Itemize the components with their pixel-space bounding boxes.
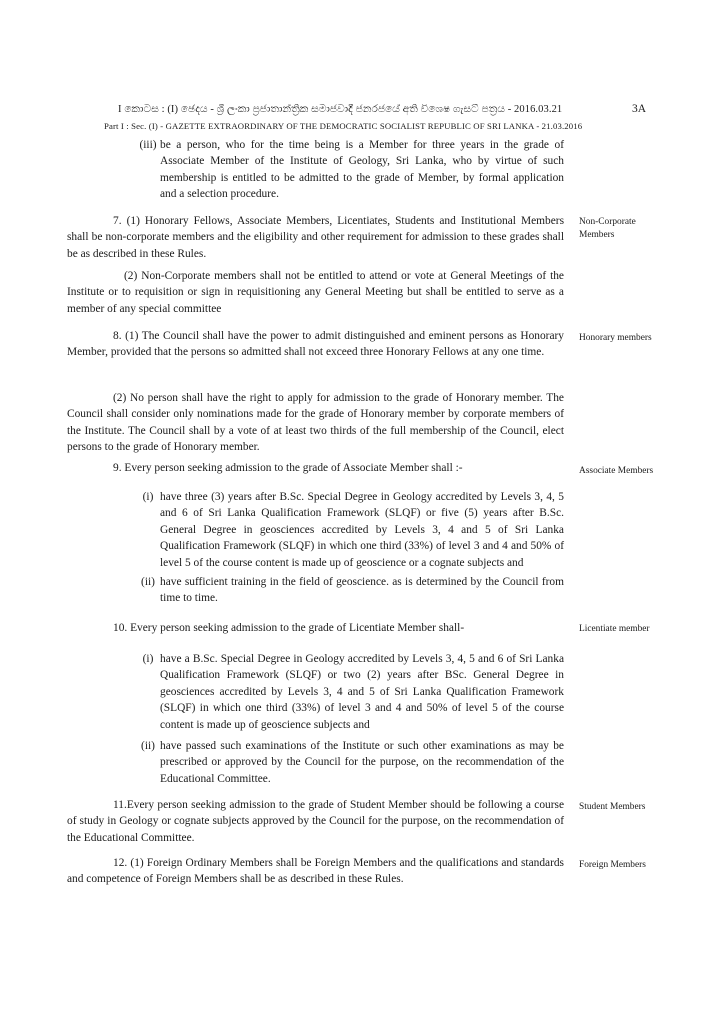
list-item-number: (ii) <box>141 576 155 588</box>
clause-7-paragraph-2: (2) Non-Corporate members shall not be entitled to attend or vote at General Meetings of the Institute or to requisition or sign in requisitioning any General Meeting but shall be entitled to serve as a member of any special committee <box>67 270 564 315</box>
list-item-ii <box>135 738 564 787</box>
list-item-ii <box>135 574 564 607</box>
header-sinhala-line: I කොටස : (I) ඡෙදය - ශ්‍රී ලංකා ප්‍රජාතාන්ත්‍රික සමාජවාදී ජනරජයේ අති විශෙෂ ගැසට් පත්‍රය - 2016.03.21 <box>118 104 563 115</box>
list-item-text: be a person, who for the time being is a Member for three years in the grade of Associate Member of the Institute of Geology, Sri Lanka, who by virtue of such membership is entitled to be admitted to the grade of Member, by formal application and a selection procedure. <box>160 139 564 201</box>
list-item-text: have a B.Sc. Special Degree in Geology accredited by Levels 3, 4, 5 and 6 of Sri Lanka Qualification Framework (SLQF) or two (2) years after BSc. General Degree in geosciences accredited by Levels 3, 4 and 5 of Sri Lanka Qualification Framework (SLQF) in which one third (33%) of level 3 and 4 and 50% of level 5 of the course content is made up of geoscience subjects and <box>160 653 564 731</box>
list-item-text: have passed such examinations of the Institute or such other examinations as may be prescribed or approved by the Council for the purpose, on the recommendation of the Educational Committee. <box>160 740 564 785</box>
margin-note-honorary: Honorary members <box>579 333 652 343</box>
margin-note-student: Student Members <box>579 802 646 812</box>
margin-note-line: Non-Corporate <box>579 217 636 227</box>
list-item-number: (i) <box>142 491 154 503</box>
margin-note-associate: Associate Members <box>579 466 654 476</box>
page-number: 3A <box>632 103 647 115</box>
list-item-number: (ii) <box>141 740 155 752</box>
margin-note-non-corporate <box>579 216 689 241</box>
clause-9-intro: 9. Every person seeking admission to the grade of Associate Member shall :- <box>113 462 463 474</box>
clause-7-paragraph-1: 7. (1) Honorary Fellows, Associate Members, Licentiates, Students and Institutional Members shall be non-corporate members and the eligibility and other requirement for admission to these grades shall be as described in these Rules. <box>67 215 564 260</box>
margin-note-foreign: Foreign Members <box>579 860 646 870</box>
clause-8-paragraph-1: 8. (1) The Council shall have the power to admit distinguished and eminent persons as Honorary Member, provided that the persons so admitted shall not exceed three Honorary Fellows at any one time. <box>67 330 564 359</box>
list-item-text: have sufficient training in the field of geoscience. as is determined by the Council from time to time. <box>160 576 564 605</box>
clause-11-paragraph: 11.Every person seeking admission to the grade of Student Member should be following a course of study in Geology or cognate subjects approved by the Council for the purpose, on the recommendation of the Educational Committee. <box>67 799 564 844</box>
list-item-i <box>135 651 564 733</box>
list-item-i <box>135 489 564 571</box>
clause-12-paragraph: 12. (1) Foreign Ordinary Members shall be Foreign Members and the qualifications and standards and competence of Foreign Members shall be as described in these Rules. <box>67 857 564 886</box>
clause-10-intro: 10. Every person seeking admission to the grade of Licentiate Member shall- <box>113 622 465 634</box>
list-item-number: (iii) <box>139 139 157 151</box>
clause-8-paragraph-2: (2) No person shall have the right to apply for admission to the grade of Honorary member. The Council shall consider only nominations made for the grade of Honorary member by corporate members of the Institute. The Council shall by a vote of at least two thirds of the full membership of the Council, elect persons to the grade of Honorary member. <box>67 392 564 454</box>
margin-note-line: Members <box>579 229 615 240</box>
list-item-number: (i) <box>142 653 154 665</box>
list-item-text: have three (3) years after B.Sc. Special Degree in Geology accredited by Levels 3, 4, 5 and 6 of Sri Lanka Qualification Framework (SLQF) or five (5) years after B.Sc. General Degree in geosciences accredited by Levels 3, 4 and 5 of Sri Lanka Qualification Framework (SLQF) in which one third (33%) of level 3 and 4 and 50% of level 5 of the course content is made up of geoscience or a cognate subjects and <box>160 491 564 569</box>
header-english-line: Part I : Sec. (I) - GAZETTE EXTRAORDINARY OF THE DEMOCRATIC SOCIALIST REPUBLIC OF SRI LANKA - 21.03.2016 <box>104 121 583 131</box>
list-item-iii <box>135 137 564 203</box>
margin-note-licentiate: Licentiate member <box>579 624 650 634</box>
